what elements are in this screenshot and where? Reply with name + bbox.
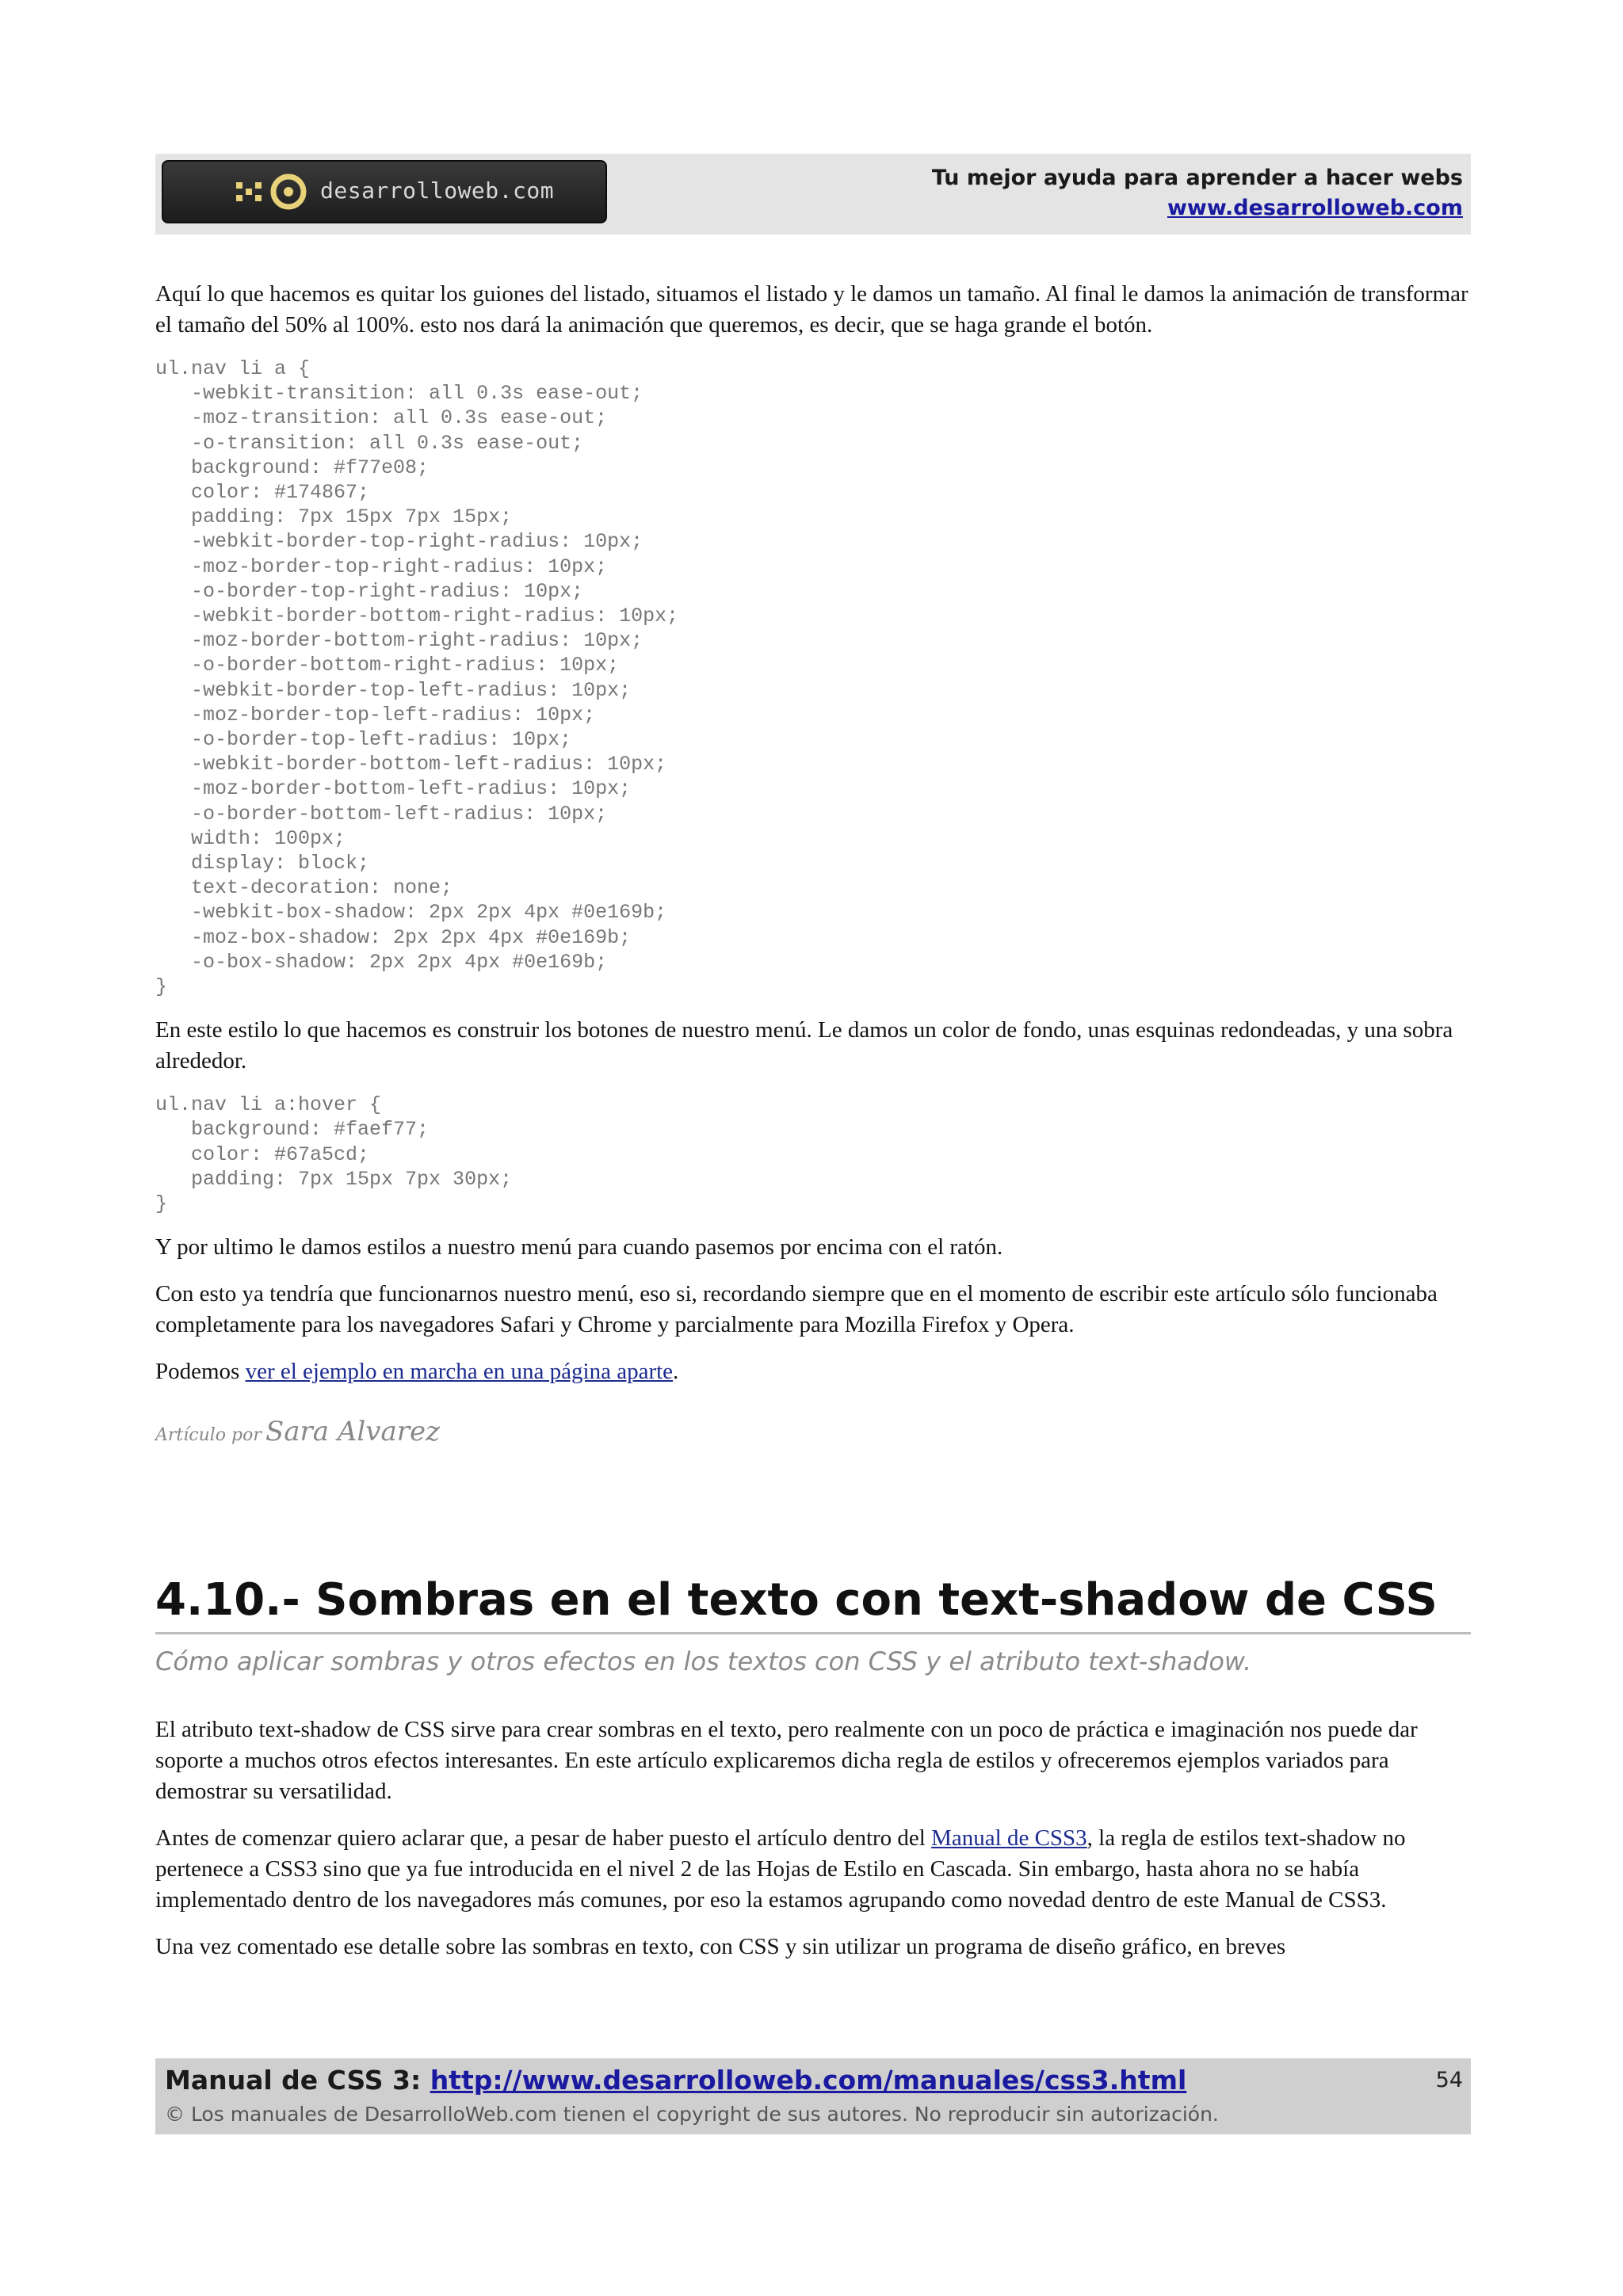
site-link[interactable]: www.desarrolloweb.com	[1167, 196, 1463, 220]
footer-manual	[165, 2065, 1186, 2096]
paragraph: Una vez comentado ese detalle sobre las sombras en texto, con CSS y sin utilizar un programa de diseño gráfico, en breves	[155, 1934, 1286, 1959]
logo-mark-icon	[235, 173, 314, 212]
site-logo[interactable]	[162, 160, 607, 223]
author-name: Sara Alvarez	[265, 1416, 441, 1448]
manual-css3-link[interactable]: Manual de CSS3	[931, 1825, 1087, 1851]
paragraph	[155, 1823, 1471, 1916]
text: Podemos	[155, 1359, 246, 1385]
code-block: ul.nav li a:hover { background: #faef77; color: #67a5cd; padding: 7px 15px 7px 30px; }	[155, 1093, 513, 1216]
paragraph: Y por ultimo le damos estilos a nuestro menú para cuando pasemos por encima con el ratón.	[155, 1234, 1003, 1261]
text: .	[673, 1359, 679, 1385]
header-tagline	[932, 163, 1463, 223]
page-footer	[155, 2058, 1471, 2134]
paragraph: Con esto ya tendría que funcionarnos nuestro menú, eso si, recordando siempre que en el momento de escribir este artículo sólo funcionaba completamente para los navegadores Safari y Chrome y parcialmente para Mozilla Firefox y Opera.	[155, 1281, 1438, 1338]
text: , la regla de estilos text-shadow no pertenece a CSS3 sino que ya fue introducida en el nivel 2 de las Hojas de Estilo en Cascada. Sin embargo, hasta ahora no se había implementado dentro de los navegadores más comunes, por eso la estamos agrupando como novedad dentro de este Manual de CSS3.	[155, 1825, 1406, 1913]
example-link[interactable]: ver el ejemplo en marcha en una página aparte	[245, 1359, 674, 1385]
article-body	[155, 279, 1471, 1447]
logo-text: desarrolloweb.com	[320, 177, 555, 204]
author-by-label: Artículo por	[155, 1425, 262, 1446]
footer-manual-label: Manual de CSS 3:	[165, 2065, 422, 2096]
paragraph: En este estilo lo que hacemos es construir los botones de nuestro menú. Le damos un color de fondo, unas esquinas redondeadas, y una sobra alrededor.	[155, 1017, 1453, 1074]
section-title: 4.10.- Sombras en el texto con text-shadow de CSS	[155, 1572, 1471, 1634]
footer-manual-link[interactable]: http://www.desarrolloweb.com/manuales/css3.html	[430, 2065, 1187, 2096]
author-signature	[155, 1416, 1471, 1447]
paragraph	[155, 1356, 1471, 1387]
text: Antes de comenzar quiero aclarar que, a pesar de haber puesto el artículo dentro del	[155, 1825, 932, 1851]
paragraph: El atributo text-shadow de CSS sirve para crear sombras en el texto, pero realmente con un poco de práctica e imaginación nos puede dar soporte a muchos otros efectos interesantes. En este artículo explicaremos dicha regla de estilos y ofreceremos ejemplos variados para demostrar su versatilidad.	[155, 1717, 1418, 1804]
paragraph: Aquí lo que hacemos es quitar los guiones del listado, situamos el listado y le damos un tamaño. Al final le damos la animación de transformar el tamaño del 50% al 100%. esto nos dará la animación que queremos, es decir, que se haga grande el botón.	[155, 281, 1468, 338]
section-subtitle: Cómo aplicar sombras y otros efectos en los textos con CSS y el atributo text-shadow.	[155, 1646, 1252, 1676]
page-number: 54	[1435, 2068, 1463, 2092]
code-block: ul.nav li a { -webkit-transition: all 0.3s ease-out; -moz-transition: all 0.3s ease-out; -o-transition: all 0.3s ease-out; background: #f77e08; color: #174867; padding: 7px 15px 7px 15px; -webkit-border-top-right-radius: 10px; -moz-border-top-right-radius: 10px; -o-border-top-right-radius: 10px; -webkit-border-bottom-right-radius: 10px; -moz-border-bottom-right-radius: 10px; -o-border-bottom-right-radius: 10px; -webkit-border-top-left-radius: 10px; -moz-border-top-left-radius: 10px; -o-border-top-left-radius: 10px; -webkit-border-bottom-left-radius: 10px; -moz-border-bottom-left-radius: 10px; -o-border-bottom-left-radius: 10px; width: 100px; display: block; text-decoration: none; -webkit-box-shadow: 2px 2px 4px #0e169b; -moz-box-shadow: 2px 2px 4px #0e169b; -o-box-shadow: 2px 2px 4px #0e169b; }	[155, 357, 679, 999]
tagline-text: Tu mejor ayuda para aprender a hacer webs	[931, 166, 1463, 190]
footer-copyright: © Los manuales de DesarrolloWeb.com tienen el copyright de sus autores. No reproducir sin autorización.	[165, 2103, 1219, 2126]
page-header	[155, 154, 1471, 235]
section-body	[155, 1714, 1471, 1978]
